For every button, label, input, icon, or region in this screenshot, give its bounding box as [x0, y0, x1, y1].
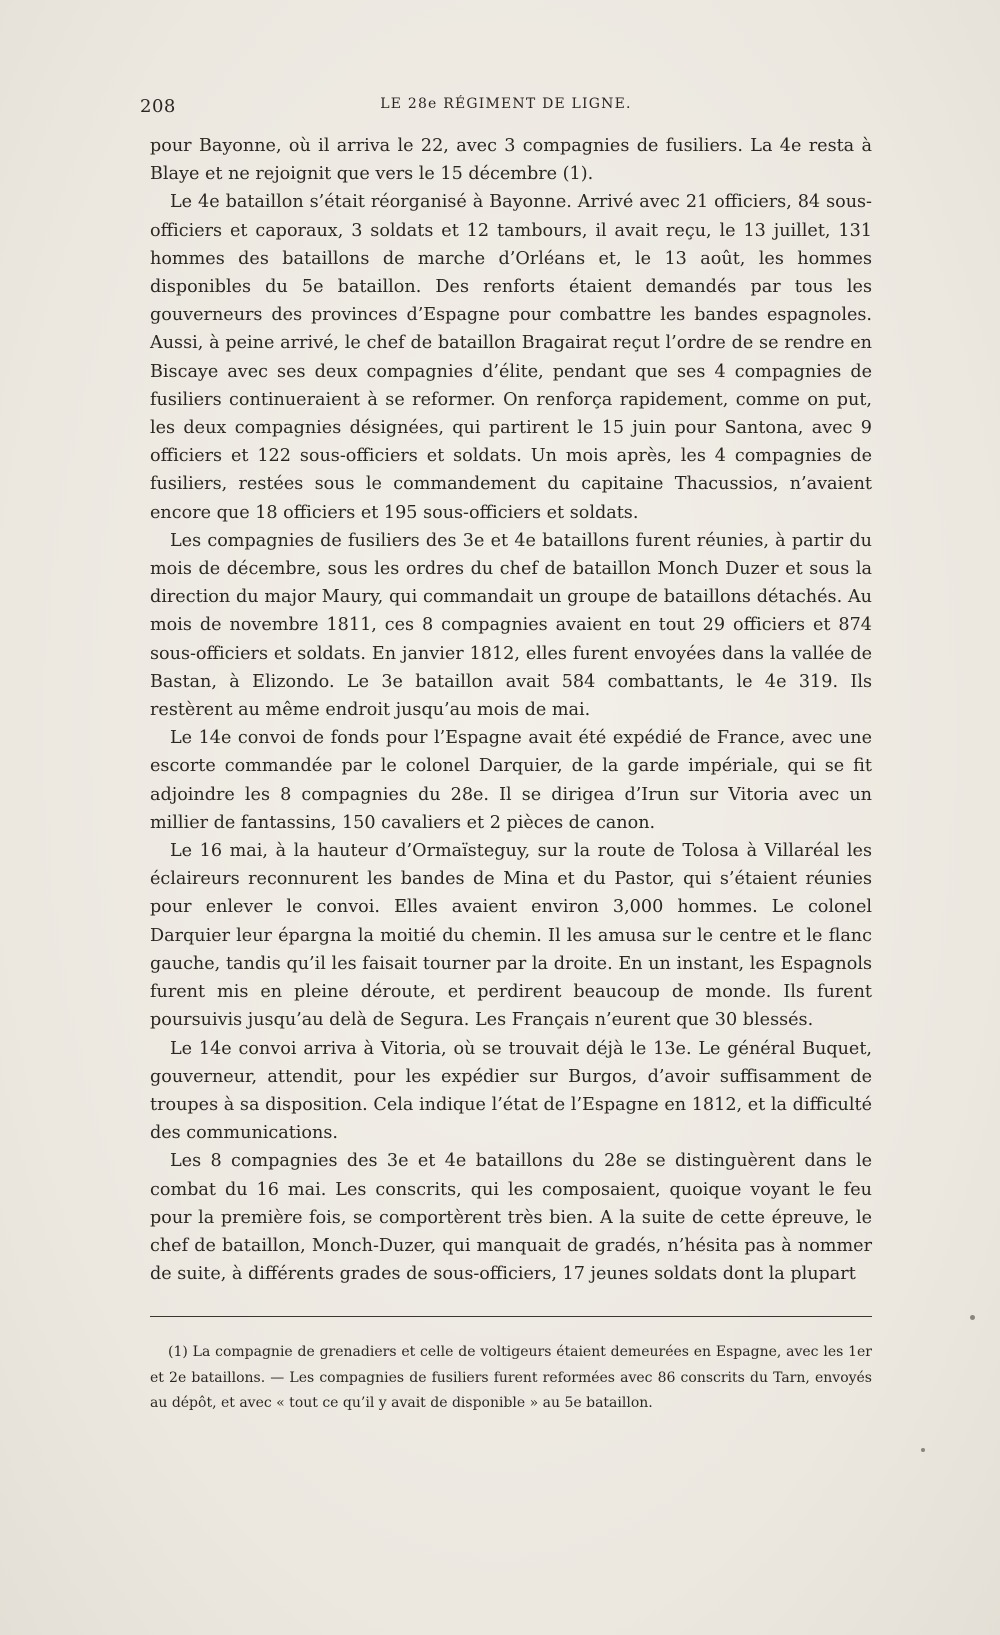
page-number: 208 [140, 96, 176, 117]
paper-speck [970, 1315, 975, 1320]
running-head: LE 28e RÉGIMENT DE LIGNE. [380, 96, 632, 112]
paragraph: pour Bayonne, où il arriva le 22, avec 3 compagnies de fusiliers. La 4e resta à Blaye et ne rejoignit que vers le 15 décembre (1). [150, 136, 872, 185]
paragraph: Le 14e convoi de fonds pour l’Espagne avait été expédié de France, avec une escorte commandée par le colonel Darquier, de la garde impériale, qui se fit adjoindre les 8 compagnies du 28e. Il se dirigea d’Irun sur Vitoria avec un millier de fantassins, 150 cavaliers et 2 pièces de canon. [150, 728, 872, 833]
page-header [140, 96, 872, 120]
paragraph: Les compagnies de fusiliers des 3e et 4e bataillons furent réunies, à partir du mois de décembre, sous les ordres du chef de bataillon Monch Duzer et sous la direction du major Maury, qui commandait un groupe de bataillons détachés. Au mois de novembre 1811, ces 8 compagnies avaient en tout 29 officiers et 874 sous-officiers et soldats. En janvier 1812, elles furent envoyées dans la vallée de Bastan, à Elizondo. Le 3e bataillon avait 584 combattants, le 4e 319. Ils restèrent au même endroit jusqu’au mois de mai. [150, 530, 872, 721]
paragraph: Le 14e convoi arriva à Vitoria, où se trouvait déjà le 13e. Le général Buquet, gouverneur, attendit, pour les expédier sur Burgos, d’avoir suffisamment de troupes à sa disposition. Cela indique l’état de l’Espagne en 1812, et la difficulté des communications. [150, 1038, 872, 1144]
paragraph: Le 4e bataillon s’était réorganisé à Bayonne. Arrivé avec 21 officiers, 84 sous-officiers et caporaux, 3 soldats et 12 tambours, il avait reçu, le 13 juillet, 131 hommes des bataillons de marche d’Orléans et, le 13 août, les hommes disponibles du 5e bataillon. Des renforts étaient demandés par tous les gouverneurs des provinces d’Espagne pour combattre les bandes espagnoles. Aussi, à peine arrivé, le chef de bataillon Bragairat reçut l’ordre de se rendre en Biscaye avec ses deux compagnies d’élite, pendant que ses 4 compagnies de fusiliers continueraient à se reformer. On renforça rapidement, comme on put, les deux compagnies désignées, qui partirent le 15 juin pour Santona, avec 9 officiers et 122 sous-officiers et soldats. Un mois après, les 4 compagnies de fusiliers, restées sous le commandement du capitaine Thacussios, n’avaient encore que 18 officiers et 195 sous-officiers et soldats. [150, 192, 872, 523]
body-text [150, 132, 872, 1288]
paragraph: Le 16 mai, à la hauteur d’Ormaïsteguy, sur la route de Tolosa à Villaréal les éclaireurs reconnurent les bandes de Mina et du Pastor, qui s’étaient réunies pour enlever le convoi. Elles avaient environ 3,000 hommes. Le colonel Darquier leur épargna la moitié du chemin. Il les amusa sur le centre et le flanc gauche, tandis qu’il les faisait tourner par la droite. En un instant, les Espagnols furent mis en pleine déroute, et perdirent beaucoup de monde. Ils furent poursuivis jusqu’au delà de Segura. Les Français n’eurent que 30 blessés. [150, 841, 872, 1031]
paper-speck [921, 1448, 925, 1452]
paragraph: Les 8 compagnies des 3e et 4e bataillons du 28e se distinguèrent dans le combat du 16 mai. Les conscrits, qui les composaient, quoique voyant le feu pour la première fois, se comportèrent très bien. A la suite de cette épreuve, le chef de bataillon, Monch-Duzer, qui manquait de gradés, n’hésita pas à nommer de suite, à différents grades de sous-officiers, 17 jeunes soldats dont la plupart [150, 1151, 872, 1285]
footnote: (1) La compagnie de grenadiers et celle de voltigeurs étaient demeurées en Espagne, avec les 1er et 2e bataillons. — Les compagnies de fusiliers furent reformées avec 86 conscrits du Tarn, envoyés au dépôt, et avec « tout ce qu’il y avait de disponible » au 5e bataillon. [150, 1344, 872, 1411]
footnote-rule [150, 1316, 872, 1317]
